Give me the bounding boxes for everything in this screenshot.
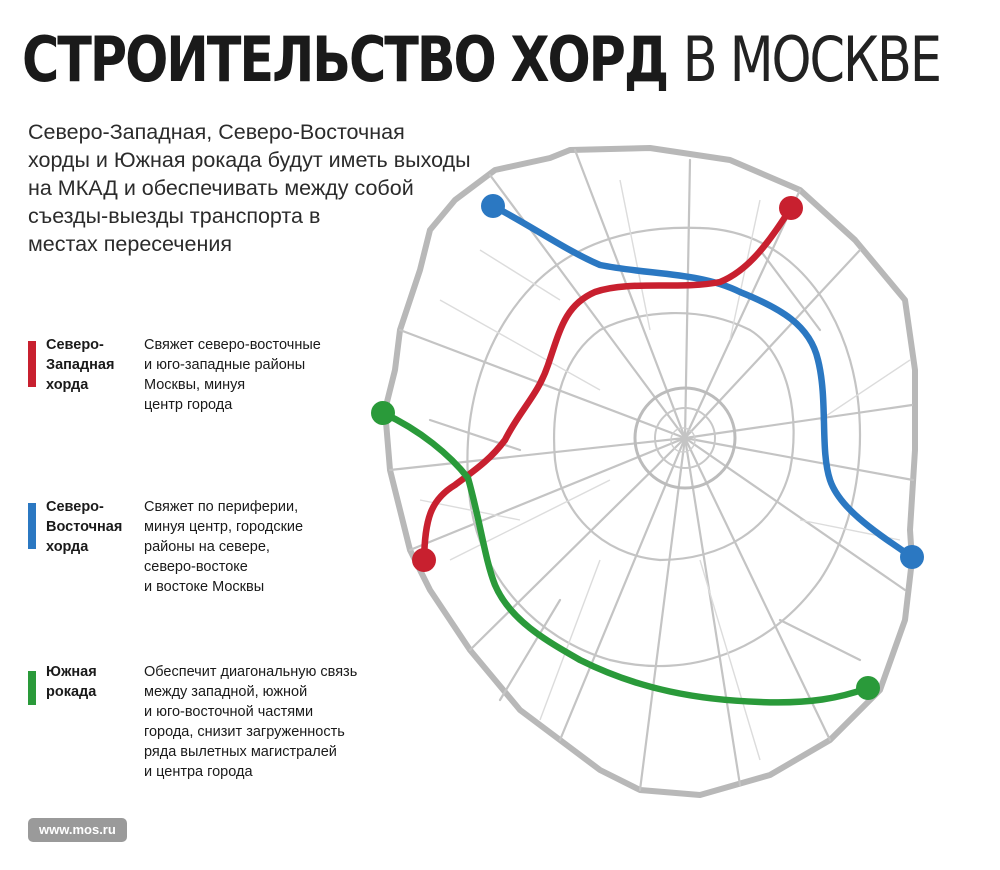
lead-line: съезды-выезды транспорта в — [28, 204, 321, 228]
legend-name — [46, 497, 122, 557]
lead-line: хорды и Южная рокада будут иметь выходы — [28, 148, 471, 172]
legend-desc-line: и центра города — [144, 764, 253, 780]
legend-swatch-red — [28, 341, 36, 387]
legend-desc-line: ряда вылетных магистралей — [144, 744, 337, 760]
legend-desc-line: северо-востоке — [144, 559, 248, 575]
route-end-ne-east[interactable] — [900, 545, 924, 569]
legend-description — [144, 497, 384, 597]
legend-desc-line: и юго-восточной частями — [144, 704, 314, 720]
legend-desc-line: Свяжет северо-восточные — [144, 337, 321, 353]
route-end-nw-north[interactable] — [779, 196, 803, 220]
route-end-south-east[interactable] — [856, 676, 880, 700]
legend-swatch-green — [28, 671, 36, 705]
legend-desc-line: и юго-западные районы — [144, 357, 306, 373]
legend-name-line: Восточная — [46, 519, 123, 535]
legend-desc-line: Свяжет по периферии, — [144, 499, 299, 515]
title-light: В МОСКВЕ — [682, 23, 940, 96]
legend-description — [144, 335, 384, 415]
route-end-nw-south[interactable] — [412, 548, 436, 572]
legend-name-line: Южная — [46, 664, 97, 680]
legend-desc-line: города, снизит загруженность — [144, 724, 345, 740]
lead-line: местах пересечения — [28, 232, 232, 256]
legend-desc-line: минуя центр, городские — [144, 519, 304, 535]
legend-name-line: Северо- — [46, 499, 104, 515]
title-bold: СТРОИТЕЛЬСТВО ХОРД — [22, 23, 668, 96]
source-badge[interactable]: www.mos.ru — [28, 818, 127, 842]
legend-desc-line: Обеспечит диагональную связь — [144, 664, 358, 680]
legend-desc-line: между западной, южной — [144, 684, 308, 700]
legend-desc-line: центр города — [144, 397, 233, 413]
legend-desc-line: и востоке Москвы — [144, 579, 265, 595]
legend-name-line: хорда — [46, 539, 89, 555]
legend-name — [46, 662, 97, 702]
legend-desc-line: районы на севере, — [144, 539, 270, 555]
legend-name-line: Северо- — [46, 337, 104, 353]
legend-name-line: хорда — [46, 377, 89, 393]
legend-desc-line: Москвы, минуя — [144, 377, 246, 393]
legend-description — [144, 662, 384, 782]
legend-name — [46, 335, 114, 395]
legend-swatch-blue — [28, 503, 36, 549]
legend-name-line: Западная — [46, 357, 115, 373]
lead-line: Северо-Западная, Северо-Восточная — [28, 120, 405, 144]
legend-name-line: рокада — [46, 684, 97, 700]
lead-line: на МКАД и обеспечивать между собой — [28, 176, 414, 200]
lead-paragraph — [28, 118, 528, 258]
